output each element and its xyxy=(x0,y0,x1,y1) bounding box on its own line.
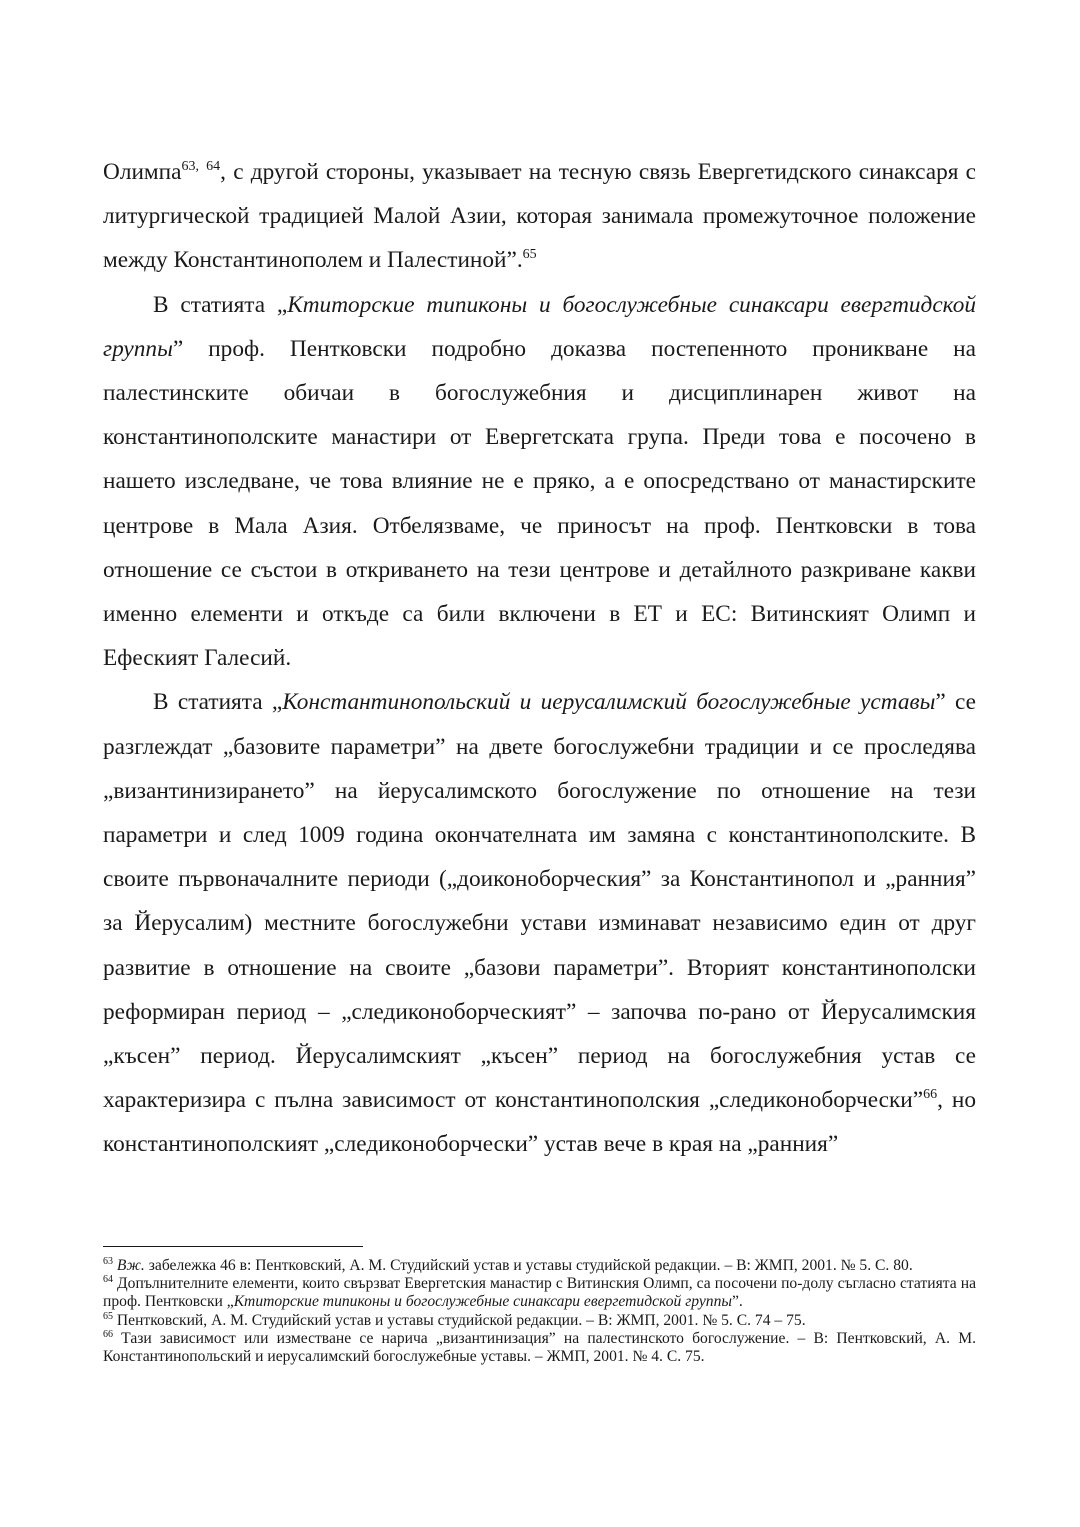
paragraph-1: Олимпа$^{63,}$ $^{64}$, с другой стороны, указывает на тесную связь Евергетидского синаксаря с литургической традицией Малой Азии, которая занимала промежуточное положение между Константинополем и Палестиной”.$^{65}$ xyxy=(103,159,976,274)
article-title: Константинопольский и иерусалимский богослужебные уставы xyxy=(282,689,936,716)
footnote-ref-63[interactable]: 63, xyxy=(181,159,199,175)
article-title: Ктиторские типиконы и богослужебные синаксари евергтидской группы xyxy=(103,291,976,362)
footnote-66: $^{66}$ Тази зависимост или изместване се нарича „византинизация” на палестинското богослужение. – В: Пентковский, А. М. Константинопольский и иерусалимский богослужебные уставы. – ЖМП, 2001. № 4. С. 75. xyxy=(103,1328,976,1366)
footnote-ref-66[interactable]: 66 xyxy=(923,1087,938,1103)
footnotes xyxy=(103,1257,976,1366)
page-body xyxy=(103,150,976,1167)
paragraph-2: В статията „Ктиторские типиконы и богослужебные синаксари евергтидской группы” проф. Пентковски подробно доказва постепенното проникване на палестинските обичаи в богослужебния и дисциплинарен живот на константинополските манастири от Евергетската група. Преди това е посочено в нашето изследване, че това влияние не е пряко, а е опосредствано от манастирските центрове в Мала Азия. Отбелязваме, че приносът на проф. Пентковски в това отношение се състои в откриването на тези центрове и детайлното разкриване какви именно елементи и откъде са били включени в ЕТ и ЕС: Витинският Олимп и Ефеският Галесий. xyxy=(103,291,976,672)
footnote-65: $^{65}$ Пентковский, А. М. Студийский устав и уставы студийской редакции. – В: ЖМП, 2001. № 5. С. 74 – 75. xyxy=(103,1310,806,1329)
footnote-ref-64[interactable]: 64 xyxy=(206,159,221,175)
footnote-63: $^{63}$ Вж. забележка 46 в: Пентковский, А. М. Студийский устав и уставы студийской редакции. – В: ЖМП, 2001. № 5. С. 80. xyxy=(103,1255,913,1274)
footnote-ref-65[interactable]: 65 xyxy=(522,247,537,263)
body-text xyxy=(103,150,976,1167)
paragraph-3: В статията „Константинопольский и иерусалимский богослужебные уставы” се разглеждат „базовите параметри” на двете богослужебни традиции и се проследява „византинизирането” на йерусалимското богослужение по отношение на тези параметри и след 1009 година окончателната им замяна с константинополските. В своите първоначалните периоди („доиконоборческия” за Константинопол и „ранния” за Йерусалим) местните богослужебни устави изминават независимо един от друг развитие в отношение на своите „базови параметри”. Вторият константинополски реформиран период – „следиконоборческият” – започва по-рано от Йерусалимския „късен” период. Йерусалимският „късен” период на богослужебния устав се характеризира с пълна зависимост от константинополския „следиконоборчески”$^{66}$, но константинополският „следиконоборчески” устав вече в края на „ранния” xyxy=(103,689,977,1158)
footnote-64: $^{64}$ Допълнителните елементи, които свързват Евергетския манастир с Витинския Олимп, са посочени по-долу съгласно статията на проф. Пентковски „Ктиторские типиконы и богослужебные синаксари евергетидской группы”. xyxy=(103,1274,976,1311)
footnote-separator xyxy=(103,1246,363,1247)
